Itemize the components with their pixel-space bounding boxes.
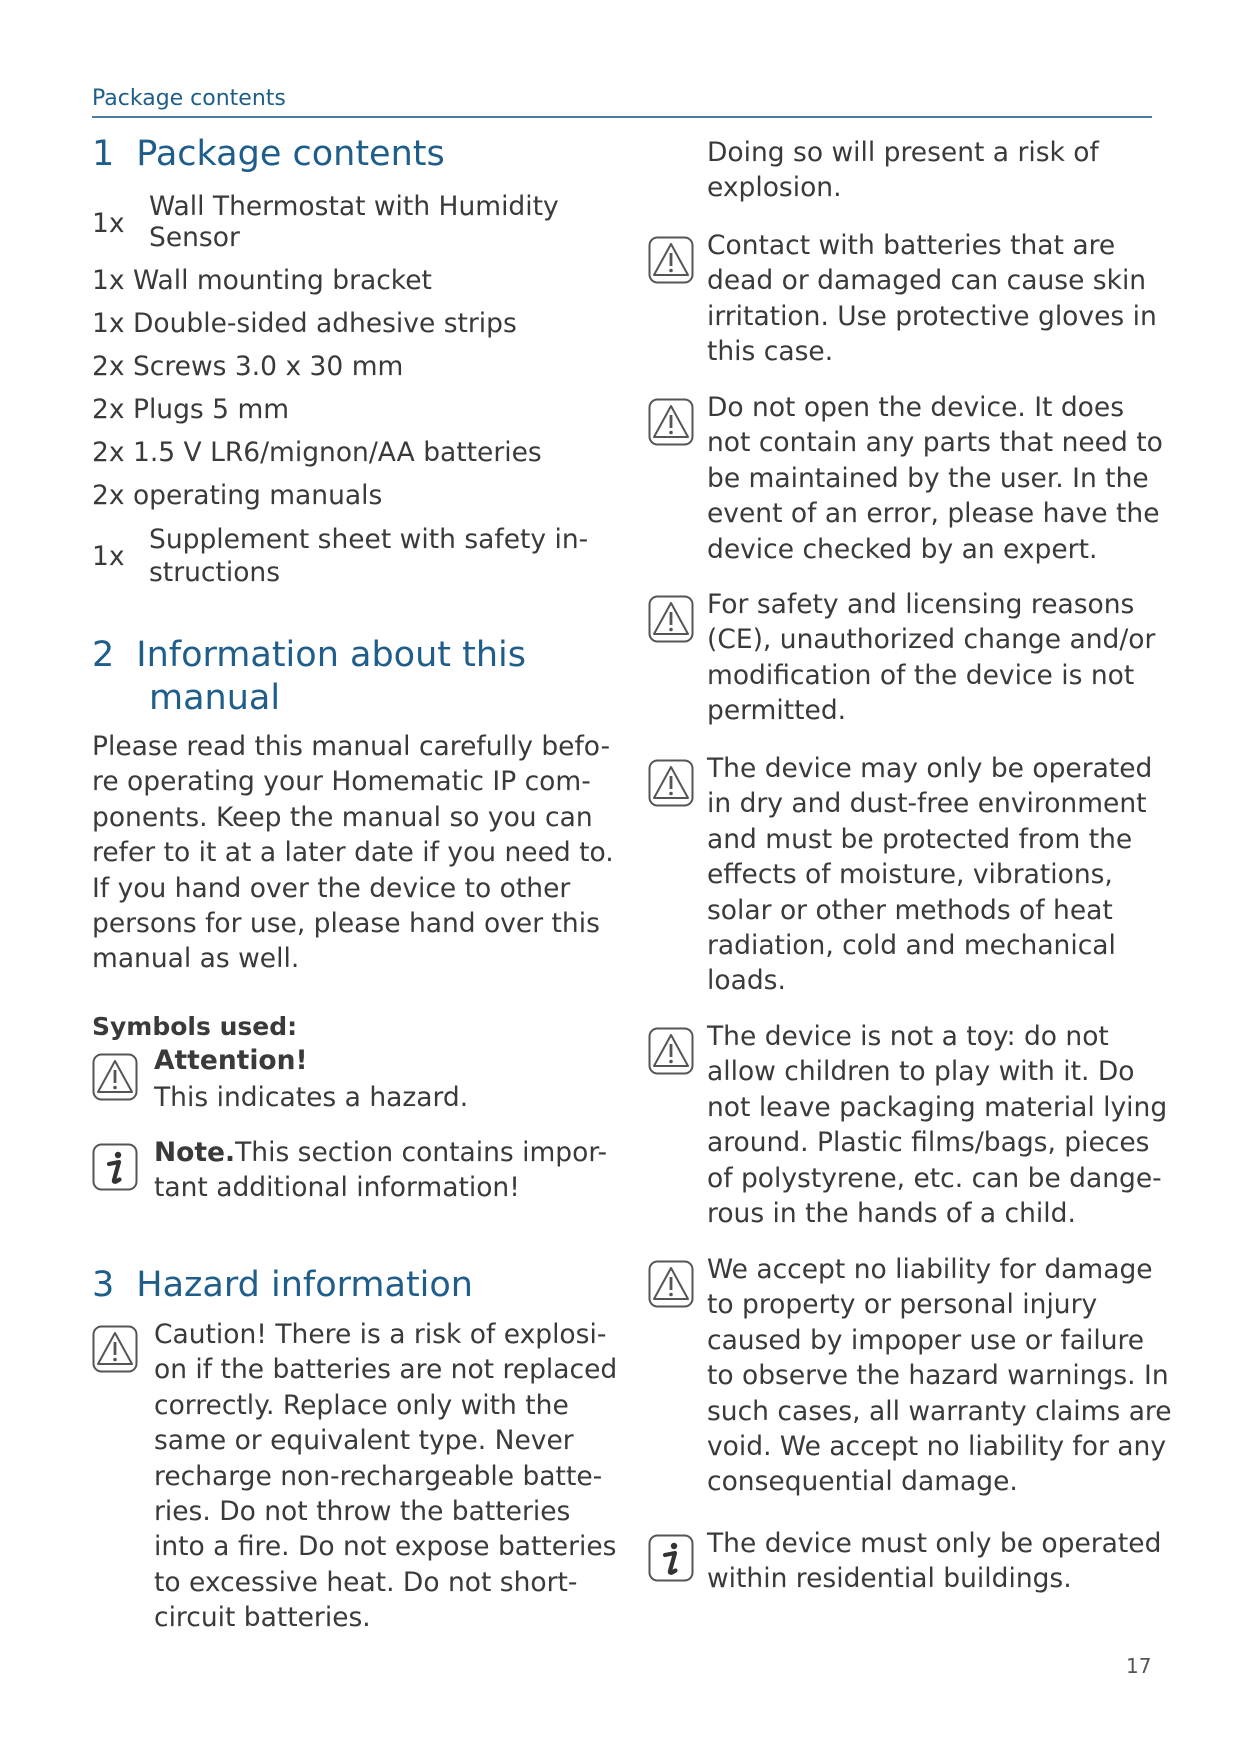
paragraph-line: not contain any parts that need to	[707, 427, 1163, 459]
warning-icon	[648, 1027, 694, 1075]
paragraph-line: to property or personal injury	[707, 1289, 1098, 1321]
warning-paragraph	[707, 390, 1163, 567]
warning-paragraph	[707, 587, 1155, 729]
paragraph-line: loads.	[707, 965, 786, 997]
warning-icon	[648, 595, 694, 643]
paragraph-line: circuit batteries.	[154, 1602, 371, 1634]
paragraph-line: event of an error, please have the	[707, 498, 1160, 530]
paragraph-line: Doing so will present a risk of	[707, 137, 1099, 168]
info-paragraph	[707, 1526, 1161, 1597]
item-qty: 1x	[92, 541, 125, 572]
paragraph-line: re operating your Homematic IP com-	[92, 766, 591, 798]
page-number: 17	[1126, 1654, 1152, 1678]
paragraph-line: to observe the hazard warnings. In	[707, 1360, 1169, 1392]
note-text: This section contains impor-	[235, 1137, 608, 1168]
list-item-cont: Sensor	[149, 222, 240, 253]
paragraph-line: The device may only be operated	[707, 753, 1153, 784]
warning-icon	[648, 398, 694, 446]
section-2-heading	[92, 634, 526, 677]
warning-paragraph	[707, 1252, 1172, 1500]
paragraph-line: effects of moisture, vibrations,	[707, 859, 1113, 891]
paragraph-line: in dry and dust-free environment	[707, 788, 1147, 820]
section-number: 3	[92, 1265, 115, 1305]
warning-icon	[92, 1053, 138, 1101]
warning-icon	[648, 1260, 694, 1308]
list-item: Wall Thermostat with Humidity	[149, 191, 559, 222]
info-icon	[648, 1534, 694, 1582]
paragraph-line: manual as well.	[92, 943, 300, 975]
paragraph-line: ponents. Keep the manual so you can	[92, 801, 593, 833]
paragraph-line: consequential damage.	[707, 1466, 1018, 1498]
paragraph-line: such cases, all warranty claims are	[707, 1395, 1172, 1427]
paragraph-line: Do not open the device. It does	[707, 392, 1124, 423]
paragraph-line: ries. Do not throw the batteries	[154, 1496, 571, 1528]
paragraph-line: The device is not a toy: do not	[707, 1021, 1109, 1052]
paragraph-line: into a fire. Do not expose batteries	[154, 1531, 617, 1563]
list-item: 2x operating manuals	[92, 480, 383, 511]
warning-paragraph	[707, 228, 1157, 370]
section-2-heading-cont: manual	[149, 678, 281, 718]
paragraph-line: irritation. Use protective gloves in	[707, 300, 1157, 332]
continuation-paragraph	[707, 135, 1099, 206]
item-qty: 1x	[92, 208, 125, 239]
paragraph-line: radiation, cold and mechanical	[707, 930, 1116, 962]
warning-icon	[92, 1325, 138, 1373]
list-item: 2x Plugs 5 mm	[92, 394, 290, 425]
paragraph-line: be maintained by the user. In the	[707, 462, 1149, 494]
list-item: 2x 1.5 V LR6/mignon/AA batteries	[92, 437, 542, 468]
paragraph-line: The device must only be operated	[707, 1528, 1162, 1559]
note-text-cont: tant additional information!	[154, 1172, 520, 1204]
paragraph-line: explosion.	[707, 172, 842, 204]
section-number: 2	[92, 635, 115, 675]
paragraph-line: this case.	[707, 336, 834, 368]
attention-text: This indicates a hazard.	[154, 1082, 469, 1113]
paragraph-line: persons for use, please hand over this	[92, 908, 600, 940]
paragraph-line: to excessive heat. Do not short-	[154, 1566, 578, 1598]
paragraph-line: Please read this manual carefully befo-	[92, 731, 611, 762]
info-icon	[92, 1143, 138, 1191]
running-header: Package contents	[92, 86, 286, 111]
section-number: 1	[92, 134, 115, 174]
warning-icon	[648, 759, 694, 807]
warning-icon	[648, 236, 694, 284]
paragraph-line: void. We accept no liability for any	[707, 1431, 1167, 1463]
warning-paragraph	[707, 1019, 1167, 1231]
paragraph-line: of polystyrene, etc. can be dange-	[707, 1162, 1162, 1194]
paragraph-line: If you hand over the device to other	[92, 872, 571, 904]
list-item: 2x Screws 3.0 x 30 mm	[92, 351, 404, 382]
paragraph-line: allow children to play with it. Do	[707, 1056, 1135, 1088]
attention-title: Attention!	[154, 1045, 308, 1076]
list-item: 1x Wall mounting bracket	[92, 265, 432, 296]
paragraph-line: same or equivalent type. Never	[154, 1425, 574, 1457]
header-rule	[92, 116, 1152, 118]
paragraph-line: solar or other methods of heat	[707, 894, 1113, 926]
paragraph-line: Caution! There is a risk of explosi-	[154, 1319, 607, 1350]
paragraph-line: refer to it at a later date if you need to.	[92, 837, 614, 869]
note-title: Note.	[154, 1137, 236, 1168]
paragraph-line: around. Plastic films/bags, pieces	[707, 1127, 1150, 1159]
paragraph-line: dead or damaged can cause skin	[707, 265, 1147, 297]
paragraph-line: correctly. Replace only with the	[154, 1389, 569, 1421]
list-item-cont: structions	[149, 557, 281, 588]
paragraph-line: not leave packaging material lying	[707, 1091, 1168, 1123]
paragraph-line: and must be protected from the	[707, 823, 1133, 855]
paragraph-line: within residential buildings.	[707, 1563, 1072, 1595]
paragraph-line: caused by impoper use or failure	[707, 1324, 1145, 1356]
paragraph-line: device checked by an expert.	[707, 533, 1098, 565]
section-title: Package contents	[136, 134, 445, 174]
list-item: 1x Double-sided adhesive strips	[92, 308, 517, 339]
paragraph-line: on if the batteries are not replaced	[154, 1354, 618, 1386]
note-paragraph	[154, 1135, 607, 1206]
paragraph-line: recharge non-rechargeable batte-	[154, 1460, 603, 1492]
paragraph-line: (CE), unauthorized change and/or	[707, 624, 1156, 656]
caution-paragraph	[154, 1317, 617, 1636]
section-1-heading	[92, 133, 445, 176]
list-item: Supplement sheet with safety in-	[149, 524, 589, 555]
section-title: Information about this	[136, 635, 526, 675]
paragraph-line: For safety and licensing reasons	[707, 589, 1135, 620]
section-3-heading	[92, 1264, 473, 1307]
paragraph-line: Contact with batteries that are	[707, 230, 1116, 261]
paragraph-line: modification of the device is not	[707, 659, 1135, 691]
paragraph-line: We accept no liability for damage	[707, 1254, 1153, 1285]
section-title: Hazard information	[136, 1265, 473, 1305]
intro-paragraph	[92, 729, 614, 977]
symbols-label: Symbols used:	[92, 1012, 298, 1041]
warning-paragraph	[707, 751, 1152, 999]
paragraph-line: permitted.	[707, 695, 847, 727]
paragraph-line: rous in the hands of a child.	[707, 1198, 1076, 1230]
